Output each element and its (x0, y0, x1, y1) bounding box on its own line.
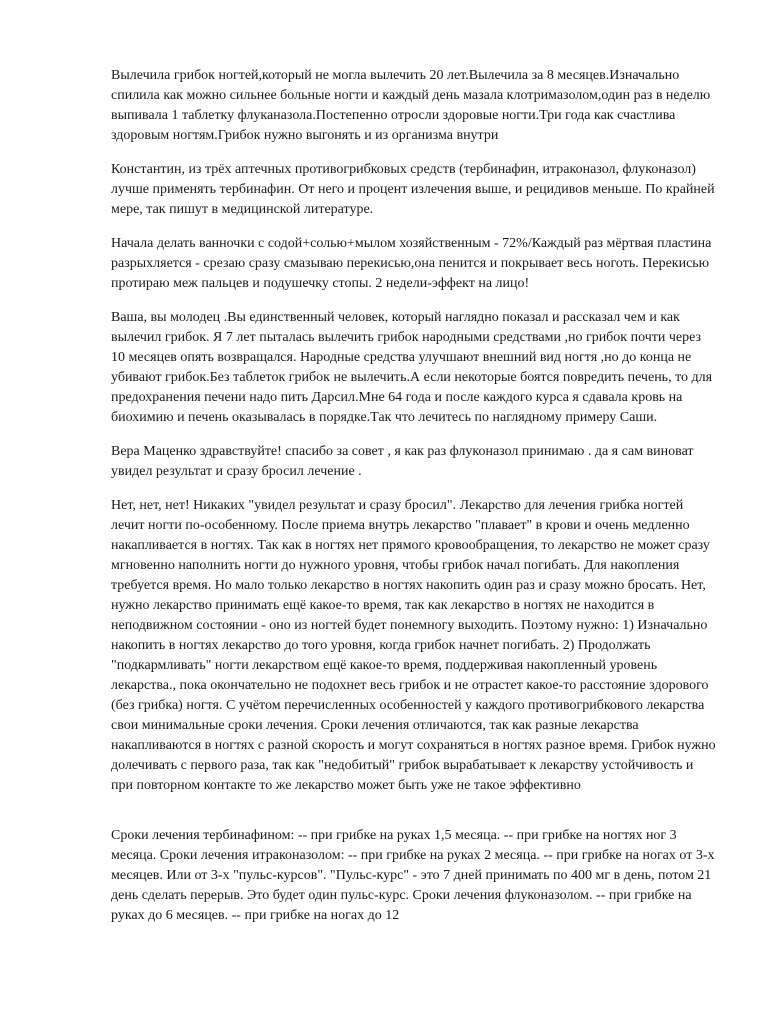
comment-paragraph-2: Константин, из трёх аптечных противогрибковых средств (тербинафин, итраконазол, флуконазол) лучше применять тербинафин. От него и процент излечения выше, и рецидивов меньше. По крайней мере, так пишут в медицинской литературе. (111, 162, 715, 217)
comment-paragraph-1: Вылечила грибок ногтей,который не могла вылечить 20 лет.Вылечила за 8 месяцев.Изначально спилила как можно сильнее больные ногти и каждый день мазала клотримазолом,один раз в неделю выпивала 1 таблетку флуканазола.Постепенно отросли здоровые ногти.Три года как счастлива здоровым ногтям.Грибок нужно выгонять и из организма внутри (111, 68, 711, 143)
comment-paragraph-4: Ваша, вы молодец .Вы единственный человек, который наглядно показал и рассказал чем и как вылечил грибок. Я 7 лет пыталась вылечить грибок народными средствами ,но грибок почти через 10 месяцев опять возвращался. Народные средства улучшают внешний вид ногтя ,но до конца не убивают грибок.Без таблеток грибок не вылечить.А если некоторые боятся повредить печень, то для предохранения печени надо пить Дарсил.Мне 64 года и после каждого курса я сдавала кровь на биохимию и печень оказывалась в порядке.Так что лечитесь по наглядному примеру Саши. (111, 310, 713, 425)
comment-paragraph-6: Нет, нет, нет! Никаких "увидел результат и сразу бросил". Лекарство для лечения грибка ногтей лечит ногти по-особенному. После приема внутрь лекарство "плавает" в крови и очень медленно накапливается в ногтях. Так как в ногтях нет прямого кровообращения, то лекарство не может сразу мгновенно наполнить ногти до нужного уровня, чтобы грибок начал погибать. Для накопления требуется время. Но мало только лекарство в ногтях накопить один раз и сразу можно бросать. Нет, нужно лекарство принимать ещё какое-то время, так как лекарство в ногтях не находится в неподвижном состоянии - оно из ногтей будет понемногу выходить. Поэтому нужно: 1) Изначально накопить в ногтях лекарство до того уровня, когда грибок начнет погибать. 2) Продолжать "подкармливать" ногти лекарством ещё какое-то время, поддерживая накопленный уровень лекарства., пока окончательно не подохнет весь грибок и не отрастет какое-то расстояние здорового (без грибка) ногтя. С учётом перечисленных особенностей у каждого противогрибкового лекарства свои минимальные сроки лечения. Сроки лечения отличаются, так как разные лекарства накапливаются в ногтях с разной скорость и могут сохраняться в ногтях разное время. Грибок нужно долечивать с первого раза, так как "недобитый" грибок вырабатывает к лекарству устойчивость и при повторном контакте то же лекарство может быть уже не такое эффективно (111, 498, 716, 793)
comment-paragraph-3: Начала делать ванночки с содой+солью+мылом хозяйственным - 72%/Каждый раз мёртвая пластина разрыхляется - срезаю сразу смазываю перекисью,она пенится и покрывает весь ноготь. Перекисью протираю меж пальцев и подушечку стопы. 2 недели-эффект на лицо! (111, 236, 712, 291)
document-page (111, 66, 716, 940)
comment-paragraph-7: Сроки лечения тербинафином: -- при грибке на руках 1,5 месяца. -- при грибке на ногтях ног 3 месяца. Сроки лечения итраконазолом: -- при грибке на руках 2 месяца. -- при грибке на ногах от 3-х месяцев. Или от 3-х "пульс-курсов". "Пульс-курс" - это 7 дней принимать по 400 мг в день, потом 21 день сделать перерыв. Это будет один пульс-курс. Сроки лечения флуконазолом. -- при грибке на руках до 6 месяцев. -- при грибке на ногах до 12 (111, 828, 715, 923)
comment-paragraph-5: Вера Маценко здравствуйте! спасибо за совет , я как раз флуконазол принимаю . да я сам виноват увидел результат и сразу бросил лечение . (111, 444, 694, 479)
